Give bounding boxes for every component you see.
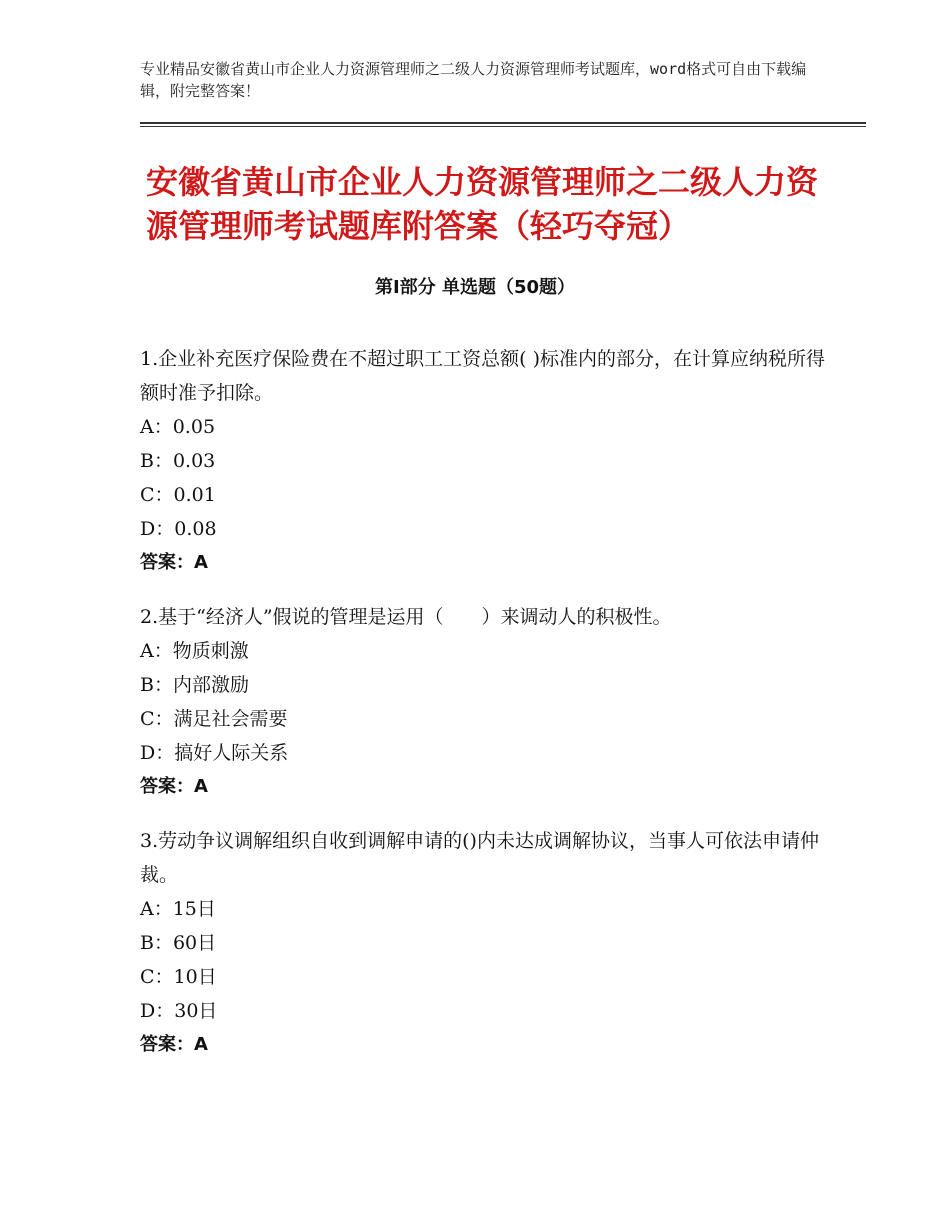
answer: 答案：A xyxy=(140,776,208,797)
option-a: A：15日 xyxy=(140,898,216,920)
option-d: D：搞好人际关系 xyxy=(140,742,289,764)
option-a: A：物质刺激 xyxy=(140,640,249,662)
question-stem: 1.企业补充医疗保险费在不超过职工工资总额( )标准内的部分，在计算应纳税所得额时准予扣除。 xyxy=(140,348,825,404)
option-c: C：10日 xyxy=(140,966,217,988)
question-1 xyxy=(140,342,830,580)
question-stem: 3.劳动争议调解组织自收到调解申请的()内未达成调解协议，当事人可依法申请仲裁。 xyxy=(140,830,819,886)
question-list xyxy=(140,342,830,1082)
header-note: 专业精品安徽省黄山市企业人力资源管理师之二级人力资源管理师考试题库，word格式可自由下载编辑，附完整答案！ xyxy=(140,60,807,100)
option-d: D：0.08 xyxy=(140,518,217,540)
header-rule-thick xyxy=(140,122,866,124)
option-d: D：30日 xyxy=(140,1000,218,1022)
option-b: B：内部激励 xyxy=(140,674,249,696)
option-b: B：60日 xyxy=(140,932,217,954)
header-rule-thin xyxy=(140,126,866,127)
answer: 答案：A xyxy=(140,1034,208,1055)
question-stem: 2.基于“经济人”假说的管理是运用（ ）来调动人的积极性。 xyxy=(140,606,672,628)
answer: 答案：A xyxy=(140,552,208,573)
document-title: 安徽省黄山市企业人力资源管理师之二级人力资源管理师考试题库附答案（轻巧夺冠） xyxy=(146,163,819,245)
section-heading: 第Ⅰ部分 单选题（50题） xyxy=(374,277,575,298)
option-c: C：满足社会需要 xyxy=(140,708,288,730)
option-b: B：0.03 xyxy=(140,450,216,472)
question-2 xyxy=(140,600,830,804)
question-3 xyxy=(140,824,830,1062)
option-c: C：0.01 xyxy=(140,484,216,506)
option-a: A：0.05 xyxy=(140,416,216,438)
